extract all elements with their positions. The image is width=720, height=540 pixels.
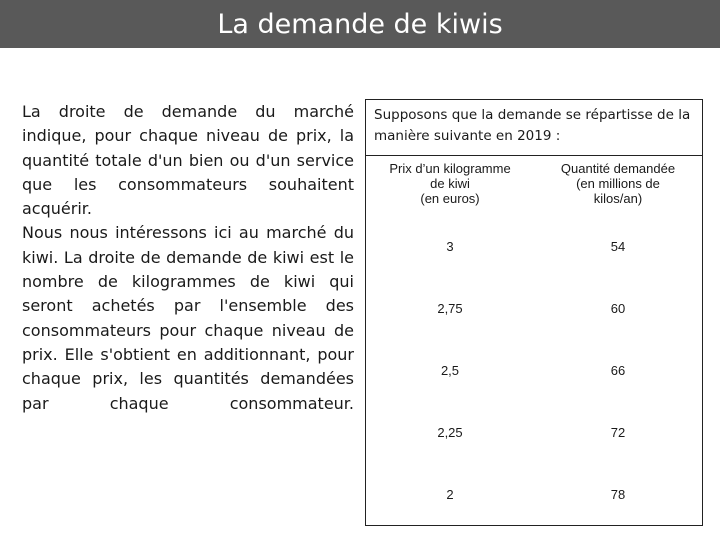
table-row — [366, 215, 702, 277]
demand-box — [365, 99, 703, 526]
header-quantity-line: Quantité demandée — [560, 161, 676, 176]
cell-quantity: 78 — [610, 486, 626, 502]
box-divider — [366, 155, 702, 156]
cell-price: 3 — [446, 238, 454, 254]
header-quantity-line: kilos/an) — [593, 191, 643, 206]
cell-price: 2 — [446, 486, 454, 502]
cell-quantity: 60 — [610, 300, 626, 316]
table-row — [366, 277, 702, 339]
header-price — [366, 158, 534, 215]
paragraph-definition: La droite de demande du marché indique, pour chaque niveau de prix, la quantité totale d'un bien ou d'un service que les consommateurs souhaitent acquérir. — [22, 102, 354, 219]
cell-price: 2,5 — [440, 362, 460, 378]
paragraph-kiwi-market: Nous nous intéressons ici au marché du kiwi. La droite de demande de kiwi est le nombre de kilogrammes de kiwi qui seront achetés par l'ensemble des consommateurs pour chaque niveau de prix. Elle s'obtient en additionnant, pour chaque prix, les quantités demandées par chaque consommateur. — [22, 223, 354, 413]
header-quantity — [534, 158, 702, 215]
cell-price: 2,75 — [437, 300, 463, 316]
cell-quantity: 72 — [610, 424, 626, 440]
cell-quantity: 54 — [610, 238, 626, 254]
cell-quantity: 66 — [610, 362, 626, 378]
table-row — [366, 401, 702, 463]
cell-price: 2,25 — [437, 424, 463, 440]
header-price-line: (en euros) — [420, 191, 480, 206]
title-bar — [0, 0, 720, 48]
header-price-line: Prix d’un kilogramme — [389, 161, 511, 176]
page-title: La demande de kiwis — [217, 8, 503, 40]
description-text — [22, 100, 354, 416]
table-row — [366, 463, 702, 525]
header-quantity-line: (en millions de — [576, 176, 660, 191]
table-row — [366, 339, 702, 401]
header-price-line: de kiwi — [430, 176, 470, 191]
table-header-row — [366, 158, 702, 215]
demand-table — [366, 158, 702, 525]
box-intro: Supposons que la demande se répartisse de la manière suivante en 2019 : — [374, 107, 691, 144]
